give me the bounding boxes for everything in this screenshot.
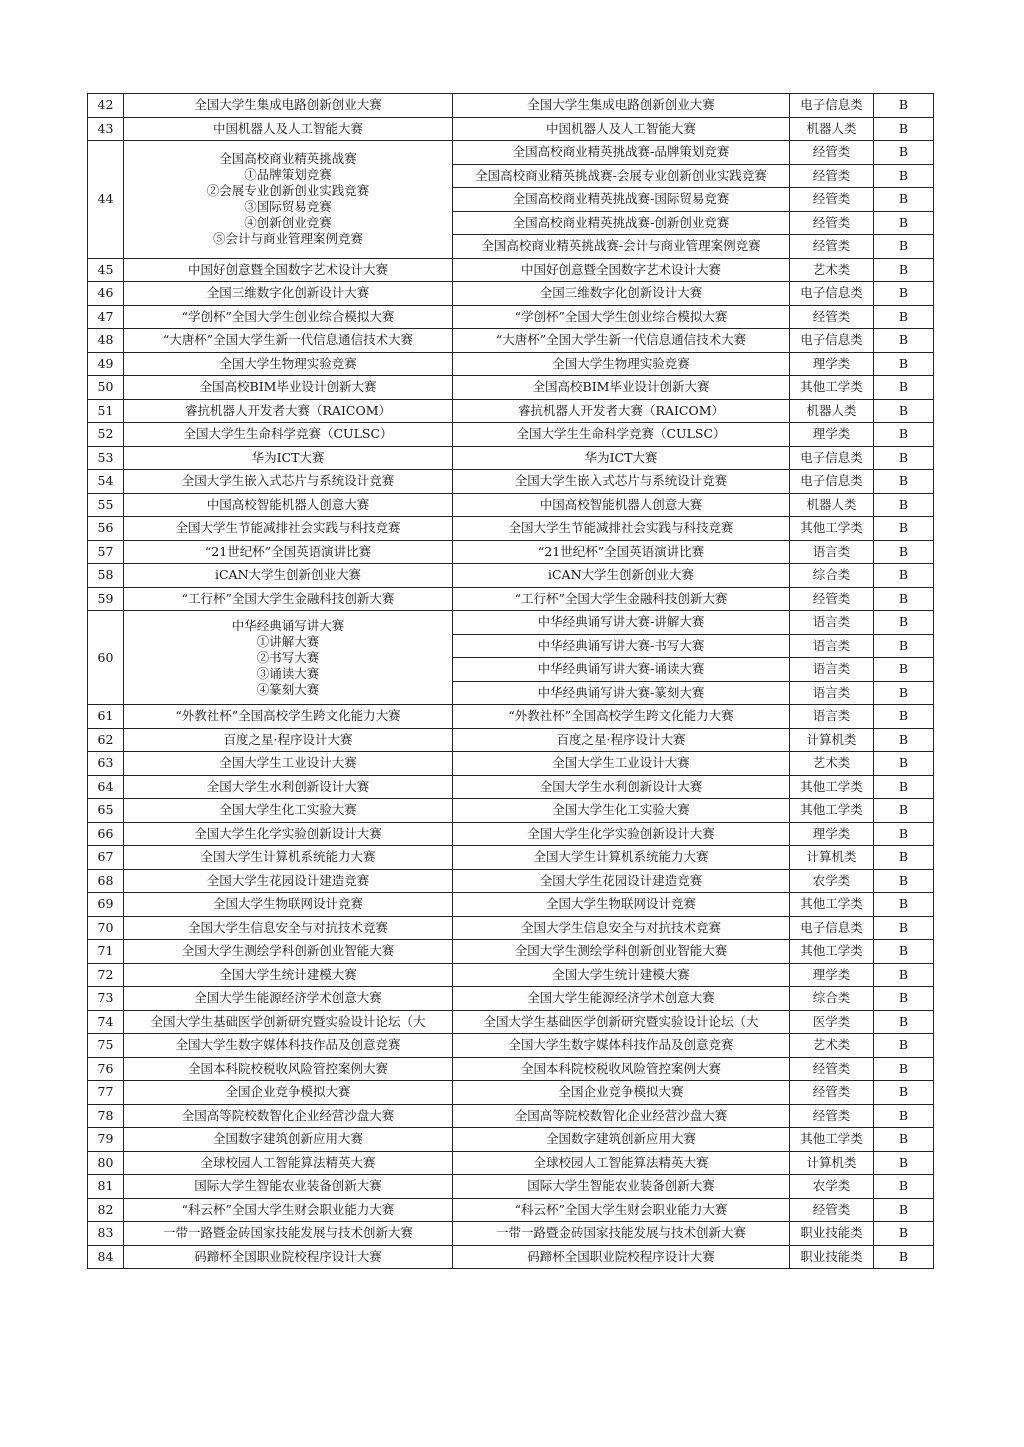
table-row <box>88 987 934 1011</box>
event-name: 全国大学生测绘学科创新创业智能大赛 <box>453 940 790 964</box>
competition-name-line: ②书写大赛 <box>256 649 320 665</box>
grade: B <box>874 1222 934 1246</box>
event-name: 全国大学生物理实验竞赛 <box>453 352 790 376</box>
event-name: 全国高校商业精英挑战赛-国际贸易竞赛 <box>453 188 790 212</box>
event-name: 全国大学生计算机系统能力大赛 <box>453 846 790 870</box>
event-name: 中国高校智能机器人创意大赛 <box>453 493 790 517</box>
event-name: 全球校园人工智能算法精英大赛 <box>453 1151 790 1175</box>
row-number: 46 <box>88 282 124 306</box>
event-name: 全国高校商业精英挑战赛-品牌策划竞赛 <box>453 141 790 165</box>
category: 其他工学类 <box>790 376 874 400</box>
event-name: 中华经典诵写讲大赛-讲解大赛 <box>453 611 790 635</box>
grade: B <box>874 634 934 658</box>
event-name: “21世纪杯”全国英语演讲比赛 <box>453 540 790 564</box>
row-number: 57 <box>88 540 124 564</box>
category: 农学类 <box>790 1175 874 1199</box>
row-number: 59 <box>88 587 124 611</box>
competition-name: 全国企业竞争模拟大赛 <box>124 1081 453 1105</box>
event-name: 一带一路暨金砖国家技能发展与技术创新大赛 <box>453 1222 790 1246</box>
category: 电子信息类 <box>790 329 874 353</box>
event-name: 睿抗机器人开发者大赛（RAICOM） <box>453 399 790 423</box>
event-name: 全国大学生花园设计建造竞赛 <box>453 869 790 893</box>
competition-name: 全球校园人工智能算法精英大赛 <box>124 1151 453 1175</box>
table-row <box>88 1151 934 1175</box>
category: 电子信息类 <box>790 916 874 940</box>
category: 经管类 <box>790 305 874 329</box>
event-name: 华为ICT大赛 <box>453 446 790 470</box>
row-number: 43 <box>88 117 124 141</box>
category: 其他工学类 <box>790 799 874 823</box>
event-name: 全国大学生数字媒体科技作品及创意竞赛 <box>453 1034 790 1058</box>
grade: B <box>874 658 934 682</box>
category: 经管类 <box>790 1057 874 1081</box>
table-row <box>88 728 934 752</box>
category: 机器人类 <box>790 399 874 423</box>
grade: B <box>874 305 934 329</box>
category: 机器人类 <box>790 117 874 141</box>
table-row <box>88 752 934 776</box>
event-name: 中华经典诵写讲大赛-书写大赛 <box>453 634 790 658</box>
grade: B <box>874 1081 934 1105</box>
category: 经管类 <box>790 1198 874 1222</box>
event-name: 全国高等院校数智化企业经营沙盘大赛 <box>453 1104 790 1128</box>
competition-table <box>87 93 934 1269</box>
competition-name: 全国本科院校税收风险管控案例大赛 <box>124 1057 453 1081</box>
row-number: 69 <box>88 893 124 917</box>
competition-name: 全国大学生集成电路创新创业大赛 <box>124 94 453 118</box>
category: 语言类 <box>790 705 874 729</box>
competition-name: “科云杯”全国大学生财会职业能力大赛 <box>124 1198 453 1222</box>
competition-name-line: ③国际贸易竞赛 <box>244 199 332 215</box>
row-number: 80 <box>88 1151 124 1175</box>
competition-name-line: ④篆刻大赛 <box>256 681 320 697</box>
event-name: 中华经典诵写讲大赛-诵读大赛 <box>453 658 790 682</box>
category: 其他工学类 <box>790 1128 874 1152</box>
category: 职业技能类 <box>790 1245 874 1269</box>
row-number: 81 <box>88 1175 124 1199</box>
table-row <box>88 587 934 611</box>
row-number: 72 <box>88 963 124 987</box>
event-name: 全国大学生生命科学竞赛（CULSC） <box>453 423 790 447</box>
event-name: 全国大学生统计建模大赛 <box>453 963 790 987</box>
event-name: 全国数字建筑创新应用大赛 <box>453 1128 790 1152</box>
competition-name-line: ④创新创业竞赛 <box>244 215 332 231</box>
category: 经管类 <box>790 164 874 188</box>
category: 艺术类 <box>790 752 874 776</box>
grade: B <box>874 846 934 870</box>
competition-name: 全国大学生基础医学创新研究暨实验设计论坛（大 <box>124 1010 453 1034</box>
table-row <box>88 1081 934 1105</box>
grade: B <box>874 987 934 1011</box>
table-row <box>88 376 934 400</box>
grade: B <box>874 211 934 235</box>
table-row <box>88 141 934 165</box>
competition-name: 全国大学生水利创新设计大赛 <box>124 775 453 799</box>
table-row <box>88 540 934 564</box>
row-number: 66 <box>88 822 124 846</box>
event-name: “大唐杯”全国大学生新一代信息通信技术大赛 <box>453 329 790 353</box>
competition-name-line: ③诵读大赛 <box>256 665 320 681</box>
competition-name: 全国大学生物联网设计竞赛 <box>124 893 453 917</box>
competition-name: 全国大学生物理实验竞赛 <box>124 352 453 376</box>
competition-name: “外教社杯”全国高校学生跨文化能力大赛 <box>124 705 453 729</box>
category: 理学类 <box>790 822 874 846</box>
competition-name: 全国大学生能源经济学术创意大赛 <box>124 987 453 1011</box>
grade: B <box>874 493 934 517</box>
competition-name: 全国大学生统计建模大赛 <box>124 963 453 987</box>
row-number: 64 <box>88 775 124 799</box>
row-number: 71 <box>88 940 124 964</box>
competition-name: 睿抗机器人开发者大赛（RAICOM） <box>124 399 453 423</box>
row-number: 79 <box>88 1128 124 1152</box>
competition-name: 全国大学生信息安全与对抗技术竞赛 <box>124 916 453 940</box>
table-row <box>88 1104 934 1128</box>
competition-name-line: ①讲解大赛 <box>256 633 320 649</box>
row-number: 49 <box>88 352 124 376</box>
grade: B <box>874 376 934 400</box>
grade: B <box>874 540 934 564</box>
competition-name: 全国大学生计算机系统能力大赛 <box>124 846 453 870</box>
grade: B <box>874 940 934 964</box>
table-row <box>88 869 934 893</box>
category: 计算机类 <box>790 846 874 870</box>
category: 其他工学类 <box>790 517 874 541</box>
event-name: 全国本科院校税收风险管控案例大赛 <box>453 1057 790 1081</box>
row-number: 52 <box>88 423 124 447</box>
grade: B <box>874 517 934 541</box>
competition-name: 全国大学生嵌入式芯片与系统设计竞赛 <box>124 470 453 494</box>
category: 经管类 <box>790 141 874 165</box>
competition-name: “学创杯”全国大学生创业综合模拟大赛 <box>124 305 453 329</box>
row-number: 68 <box>88 869 124 893</box>
row-number: 58 <box>88 564 124 588</box>
category: 经管类 <box>790 1104 874 1128</box>
table-row <box>88 564 934 588</box>
table-row <box>88 940 934 964</box>
grade: B <box>874 869 934 893</box>
category: 经管类 <box>790 235 874 259</box>
grade: B <box>874 564 934 588</box>
grade: B <box>874 423 934 447</box>
grade: B <box>874 329 934 353</box>
grade: B <box>874 963 934 987</box>
table-row <box>88 1034 934 1058</box>
grade: B <box>874 587 934 611</box>
competition-name-line: 全国高校商业精英挑战赛 <box>219 151 357 167</box>
category: 理学类 <box>790 963 874 987</box>
category: 其他工学类 <box>790 940 874 964</box>
row-number: 44 <box>88 141 124 259</box>
event-name: 全国大学生集成电路创新创业大赛 <box>453 94 790 118</box>
table-row <box>88 705 934 729</box>
competition-name: 全国高等院校数智化企业经营沙盘大赛 <box>124 1104 453 1128</box>
row-number: 45 <box>88 258 124 282</box>
row-number: 76 <box>88 1057 124 1081</box>
grade: B <box>874 164 934 188</box>
grade: B <box>874 446 934 470</box>
table-row <box>88 1175 934 1199</box>
competition-name: “工行杯”全国大学生金融科技创新大赛 <box>124 587 453 611</box>
row-number: 65 <box>88 799 124 823</box>
event-name: 全国大学生信息安全与对抗技术竞赛 <box>453 916 790 940</box>
competition-name-line: 中华经典诵写讲大赛 <box>231 617 345 633</box>
category: 理学类 <box>790 423 874 447</box>
competition-name: 中国好创意暨全国数字艺术设计大赛 <box>124 258 453 282</box>
row-number: 77 <box>88 1081 124 1105</box>
category: 计算机类 <box>790 728 874 752</box>
event-name: 全国大学生基础医学创新研究暨实验设计论坛（大 <box>453 1010 790 1034</box>
category: 艺术类 <box>790 1034 874 1058</box>
event-name: “工行杯”全国大学生金融科技创新大赛 <box>453 587 790 611</box>
grade: B <box>874 1057 934 1081</box>
row-number: 47 <box>88 305 124 329</box>
row-number: 70 <box>88 916 124 940</box>
grade: B <box>874 1198 934 1222</box>
competition-name: 华为ICT大赛 <box>124 446 453 470</box>
event-name: 全国企业竞争模拟大赛 <box>453 1081 790 1105</box>
grade: B <box>874 1104 934 1128</box>
grade: B <box>874 893 934 917</box>
table-row <box>88 258 934 282</box>
table-row <box>88 846 934 870</box>
grade: B <box>874 258 934 282</box>
table-row <box>88 94 934 118</box>
grade: B <box>874 1151 934 1175</box>
table-row <box>88 1198 934 1222</box>
competition-name: 全国三维数字化创新设计大赛 <box>124 282 453 306</box>
competition-name: 全国大学生化工实验大赛 <box>124 799 453 823</box>
event-name: 码蹄杯全国职业院校程序设计大赛 <box>453 1245 790 1269</box>
row-number: 78 <box>88 1104 124 1128</box>
grade: B <box>874 1245 934 1269</box>
row-number: 53 <box>88 446 124 470</box>
category: 其他工学类 <box>790 775 874 799</box>
competition-name-line: ②会展专业创新创业实践竞赛 <box>206 183 370 199</box>
competition-name: 全国大学生花园设计建造竞赛 <box>124 869 453 893</box>
table-row <box>88 822 934 846</box>
competition-name: 全国大学生节能减排社会实践与科技竞赛 <box>124 517 453 541</box>
event-name: 全国大学生物联网设计竞赛 <box>453 893 790 917</box>
category: 医学类 <box>790 1010 874 1034</box>
row-number: 73 <box>88 987 124 1011</box>
competition-name: 全国大学生测绘学科创新创业智能大赛 <box>124 940 453 964</box>
table-row <box>88 282 934 306</box>
competition-name-line: ⑤会计与商业管理案例竞赛 <box>212 231 363 247</box>
category: 经管类 <box>790 188 874 212</box>
competition-table-body <box>88 94 934 1269</box>
category: 职业技能类 <box>790 1222 874 1246</box>
event-name: 全国大学生嵌入式芯片与系统设计竞赛 <box>453 470 790 494</box>
category: 艺术类 <box>790 258 874 282</box>
event-name: 全国大学生水利创新设计大赛 <box>453 775 790 799</box>
grade: B <box>874 1128 934 1152</box>
category: 语言类 <box>790 681 874 705</box>
competition-name: 国际大学生智能农业装备创新大赛 <box>124 1175 453 1199</box>
table-row <box>88 775 934 799</box>
event-name: 全国大学生节能减排社会实践与科技竞赛 <box>453 517 790 541</box>
competition-name: 全国高校BIM毕业设计创新大赛 <box>124 376 453 400</box>
category: 经管类 <box>790 211 874 235</box>
category: 综合类 <box>790 987 874 1011</box>
category: 语言类 <box>790 658 874 682</box>
category: 经管类 <box>790 1081 874 1105</box>
competition-name: 百度之星·程序设计大赛 <box>124 728 453 752</box>
row-number: 48 <box>88 329 124 353</box>
table-row <box>88 799 934 823</box>
grade: B <box>874 94 934 118</box>
event-name: 中华经典诵写讲大赛-篆刻大赛 <box>453 681 790 705</box>
event-name: 全国三维数字化创新设计大赛 <box>453 282 790 306</box>
event-name: 全国大学生化工实验大赛 <box>453 799 790 823</box>
category: 电子信息类 <box>790 446 874 470</box>
grade: B <box>874 775 934 799</box>
event-name: “外教社杯”全国高校学生跨文化能力大赛 <box>453 705 790 729</box>
table-row <box>88 1222 934 1246</box>
grade: B <box>874 188 934 212</box>
row-number: 82 <box>88 1198 124 1222</box>
grade: B <box>874 352 934 376</box>
event-name: 中国机器人及人工智能大赛 <box>453 117 790 141</box>
table-row <box>88 1010 934 1034</box>
grade: B <box>874 117 934 141</box>
table-row <box>88 352 934 376</box>
row-number: 55 <box>88 493 124 517</box>
event-name: “科云杯”全国大学生财会职业能力大赛 <box>453 1198 790 1222</box>
table-row <box>88 916 934 940</box>
grade: B <box>874 470 934 494</box>
grade: B <box>874 1010 934 1034</box>
row-number: 54 <box>88 470 124 494</box>
competition-name: iCAN大学生创新创业大赛 <box>124 564 453 588</box>
event-name: 全国高校商业精英挑战赛-会展专业创新创业实践竞赛 <box>453 164 790 188</box>
competition-name: 全国大学生数字媒体科技作品及创意竞赛 <box>124 1034 453 1058</box>
category: 其他工学类 <box>790 893 874 917</box>
table-row <box>88 493 934 517</box>
grade: B <box>874 822 934 846</box>
event-name: 中国好创意暨全国数字艺术设计大赛 <box>453 258 790 282</box>
category: 综合类 <box>790 564 874 588</box>
competition-name-line: ①品牌策划竞赛 <box>244 167 332 183</box>
row-number: 56 <box>88 517 124 541</box>
row-number: 67 <box>88 846 124 870</box>
category: 语言类 <box>790 634 874 658</box>
category: 电子信息类 <box>790 282 874 306</box>
event-name: 全国高校商业精英挑战赛-会计与商业管理案例竞赛 <box>453 235 790 259</box>
table-row <box>88 470 934 494</box>
row-number: 84 <box>88 1245 124 1269</box>
grade: B <box>874 399 934 423</box>
event-name: 全国大学生化学实验创新设计大赛 <box>453 822 790 846</box>
row-number: 83 <box>88 1222 124 1246</box>
competition-name: 全国数字建筑创新应用大赛 <box>124 1128 453 1152</box>
grade: B <box>874 728 934 752</box>
category: 电子信息类 <box>790 94 874 118</box>
table-row <box>88 423 934 447</box>
table-row <box>88 963 934 987</box>
category: 经管类 <box>790 587 874 611</box>
competition-name: 全国大学生工业设计大赛 <box>124 752 453 776</box>
grade: B <box>874 705 934 729</box>
event-name: 全国高校商业精英挑战赛-创新创业竞赛 <box>453 211 790 235</box>
grade: B <box>874 282 934 306</box>
category: 理学类 <box>790 352 874 376</box>
table-row <box>88 329 934 353</box>
grade: B <box>874 681 934 705</box>
grade: B <box>874 235 934 259</box>
competition-name: 中国机器人及人工智能大赛 <box>124 117 453 141</box>
category: 机器人类 <box>790 493 874 517</box>
grade: B <box>874 1175 934 1199</box>
event-name: “学创杯”全国大学生创业综合模拟大赛 <box>453 305 790 329</box>
grade: B <box>874 752 934 776</box>
row-number: 74 <box>88 1010 124 1034</box>
table-row <box>88 1128 934 1152</box>
category: 计算机类 <box>790 1151 874 1175</box>
table-row <box>88 446 934 470</box>
row-number: 50 <box>88 376 124 400</box>
table-row <box>88 1245 934 1269</box>
table-row <box>88 1057 934 1081</box>
table-row <box>88 399 934 423</box>
competition-name <box>124 141 453 259</box>
competition-name: “大唐杯”全国大学生新一代信息通信技术大赛 <box>124 329 453 353</box>
grade: B <box>874 1034 934 1058</box>
event-name: 全国高校BIM毕业设计创新大赛 <box>453 376 790 400</box>
row-number: 62 <box>88 728 124 752</box>
competition-name <box>124 611 453 705</box>
row-number: 63 <box>88 752 124 776</box>
grade: B <box>874 916 934 940</box>
event-name: 全国大学生工业设计大赛 <box>453 752 790 776</box>
category: 语言类 <box>790 611 874 635</box>
row-number: 51 <box>88 399 124 423</box>
category: 电子信息类 <box>790 470 874 494</box>
competition-name: 中国高校智能机器人创意大赛 <box>124 493 453 517</box>
event-name: 全国大学生能源经济学术创意大赛 <box>453 987 790 1011</box>
table-row <box>88 611 934 635</box>
grade: B <box>874 799 934 823</box>
row-number: 75 <box>88 1034 124 1058</box>
event-name: 国际大学生智能农业装备创新大赛 <box>453 1175 790 1199</box>
table-row <box>88 117 934 141</box>
competition-name: 全国大学生生命科学竞赛（CULSC） <box>124 423 453 447</box>
table-row <box>88 517 934 541</box>
competition-name: 全国大学生化学实验创新设计大赛 <box>124 822 453 846</box>
event-name: iCAN大学生创新创业大赛 <box>453 564 790 588</box>
category: 语言类 <box>790 540 874 564</box>
row-number: 60 <box>88 611 124 705</box>
table-row <box>88 893 934 917</box>
event-name: 百度之星·程序设计大赛 <box>453 728 790 752</box>
competition-name: 一带一路暨金砖国家技能发展与技术创新大赛 <box>124 1222 453 1246</box>
row-number: 42 <box>88 94 124 118</box>
grade: B <box>874 141 934 165</box>
grade: B <box>874 611 934 635</box>
category: 农学类 <box>790 869 874 893</box>
table-row <box>88 305 934 329</box>
competition-name: “21世纪杯”全国英语演讲比赛 <box>124 540 453 564</box>
row-number: 61 <box>88 705 124 729</box>
competition-name: 码蹄杯全国职业院校程序设计大赛 <box>124 1245 453 1269</box>
